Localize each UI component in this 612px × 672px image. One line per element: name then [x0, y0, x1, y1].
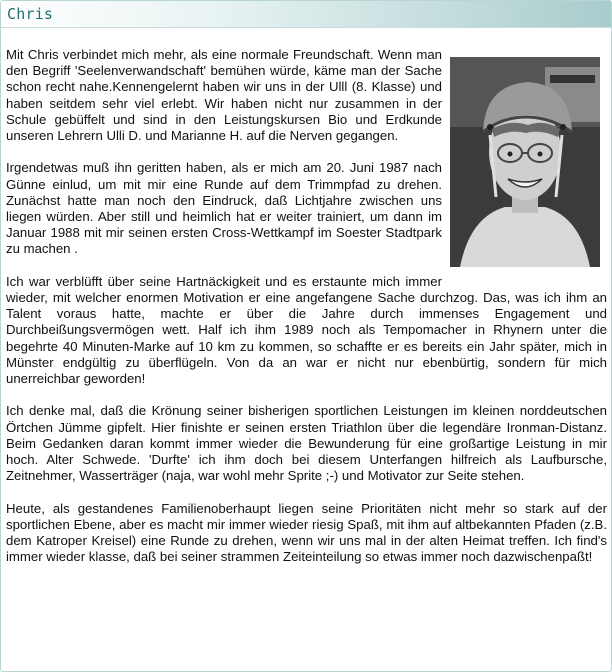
portrait-illustration [450, 57, 600, 267]
paragraph-ironman: Ich denke mal, daß die Krönung seiner bisherigen sportlichen Leistungen im kleinen norddeutschen Örtchen Jümme gipfelt. Hier finishte er seinen ersten Triathlon über die legendäre Ironman-Distanz. Beim Gedanken daran kommt immer wieder die Bewunderung für eine großartige Leistung in mir hoch. Alter Schwede. 'Durfte' ich ihm doch bei diesem Unterfangen hilfreich als Laufbursche, Zeitnehmer, Wasserträger (naja, war wohl mehr Sprite ;-) und Motivator zur Seite stehen. [6, 403, 607, 484]
panel-header [1, 1, 611, 28]
article-body [6, 47, 607, 582]
paragraph-running-start: Irgendetwas muß ihn geritten haben, als er mich am 20. Juni 1987 nach Günne einlud, um mit mir eine Runde auf dem Trimmpfad zu drehen. Zunächst hatte man noch den Eindruck, daß Lichtjahre zwischen uns liegen würden. Aber still und heimlich hat er weiter trainiert, um dann im Januar 1988 mit mir seinen ersten Cross-Wettkampf im Soester Stadtpark zu machen . [6, 160, 442, 257]
paragraph-friendship: Mit Chris verbindet mich mehr, als eine normale Freundschaft. Wenn man den Begriff 'Seelenverwandschaft' bemühen würde, käme man der Sache schon recht nahe.Kennengelernt haben wir uns in der Ulll (8. Klasse) und haben seitdem sehr viel erlebt. Wir haben nicht nur zusammen in der Schule gebüffelt und sind in den Leistungskursen Bio und Erdkunde unseren Lehrern Ulli D. und Marianne H. auf die Nerven gegangen. [6, 47, 442, 144]
paragraph-today: Heute, als gestandenes Familienoberhaupt liegen seine Prioritäten nicht mehr so stark auf der sportlichen Ebene, aber es macht mir immer wieder riesig Spaß, mit ihm auf altbekannten Pfaden (z.B. dem Katroper Kreisel) eine Runde zu drehen, wenn wir uns mal in der alten Heimat treffen. Ich find's immer wieder klasse, daß bei seiner strammen Zeiteinteilung so etwas immer noch dazwischenpaßt! [6, 500, 607, 565]
page-title: Chris [7, 5, 54, 23]
paragraph-motivation: Ich war verblüfft über seine Hartnäckigkeit und es erstaunte mich immer wieder, mit welcher enormen Motivation er eine angefangene Sache durchzog. Das, was ich ihm an Talent voraus hatte, machte er über die Jahre durch immenses Engagement und Durchbeißungsvermögen wett. Half ich ihm 1989 noch als Tempomacher in Rhynern unter die begehrte 40 Minuten-Marke auf 10 km zu kommen, so schaffte er es bereits ein Jahr später, mich in Münster endgültig zu überflügeln. Von da an war er nicht nur ebenbürtig, sondern für mich unerreichbar geworden! [6, 273, 607, 387]
portrait-photo [450, 57, 600, 267]
